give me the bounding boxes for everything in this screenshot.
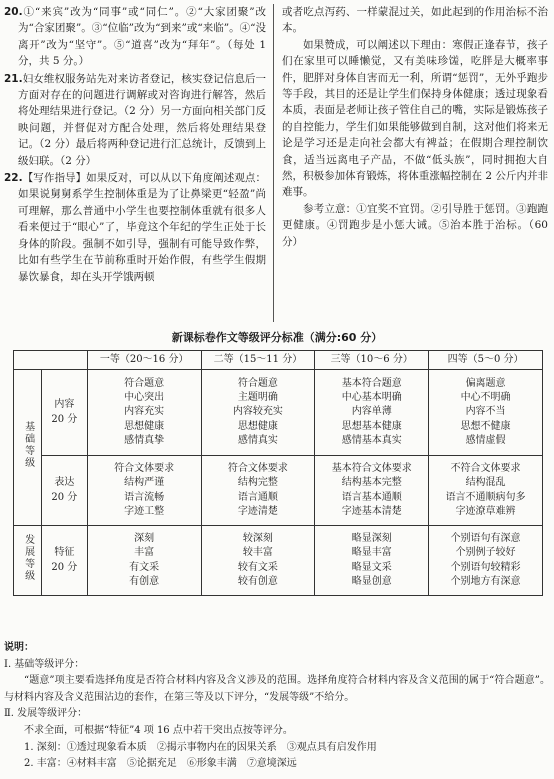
content-grade-2: [201, 370, 315, 456]
rubric-header-3: 三等（10～6 分）: [315, 351, 429, 370]
cell-line: 语言不通顺病句多: [445, 491, 526, 503]
notes-heading: 说明：: [4, 642, 34, 653]
cell-line: 内容较充实: [232, 406, 283, 418]
cell-line: 符合题意: [237, 377, 278, 389]
left-column: [4, 4, 266, 286]
cell-line: 有创意: [129, 575, 160, 587]
feature-grade-3: [315, 526, 429, 596]
cell-line: 略显深刻: [351, 532, 392, 544]
rubric-header-1: 一等（20～16 分）: [87, 351, 201, 370]
answer-20-number: 20.: [4, 6, 23, 18]
rubric-table: [13, 350, 543, 596]
cell-line: 略显丰富: [351, 547, 392, 559]
answer-22-text: 【写作指导】如果反对，可以从以下角度阐述观点：如果说舅舅系学生控制体重是为了让鼻梁更“轻盈”尚可理解，那么普通中小学生也要控制体重就有很多人看来便过于“眼心”了，毕竟这个年纪的学生正处于长身体的阶段。强制不如引导，强制有可能导致作弊，比如有些学生在节前称重时开始作假，有些学生假期暴饮暴食，却在头开学饿两顿: [18, 172, 266, 283]
rubric-header-4: 四等（5～0 分）: [429, 351, 543, 370]
cell-line: 结构基本完整: [341, 477, 402, 489]
rubric-row-content: [14, 370, 543, 456]
cell-line: 丰富: [134, 547, 155, 559]
notes-section-1-text: “题意”项主要看选择角度是否符合材料内容及含义涉及的范围。选择角度符合材料内容及含义范围的属于“符合题意”。与材料内容及含义范围沾边的套作，在第三等及以下评分，“发展等级”不给分。: [4, 675, 550, 703]
cell-line: 感情真实: [237, 434, 278, 446]
rubric-header-2: 二等（15～11 分）: [201, 351, 315, 370]
rubric-header-row: [14, 351, 543, 370]
cell-line: 内容充实: [124, 406, 165, 418]
cell-line: 略显创意: [351, 575, 392, 587]
cell-line: 较深刻: [242, 532, 273, 544]
cell-line: 语言基本通顺: [341, 491, 402, 503]
cell-line: 符合文体要求: [227, 462, 288, 474]
cell-line: 略显文采: [351, 561, 392, 573]
cell-line: 思想基本健康: [341, 420, 402, 432]
feature-grade-2: [201, 526, 315, 596]
rubric-group-basic-label: 基础等级: [22, 420, 34, 469]
cell-line: 较丰富: [242, 547, 273, 559]
cell-line: 中心不明确: [460, 392, 511, 404]
cell-line: 个别语句较精彩: [450, 561, 521, 573]
notes-item-1: 1. 深刻：①透过现象看本质 ②揭示事物内在的因果关系 ③观点具有启发作用: [24, 741, 377, 753]
expression-grade-3: [315, 456, 429, 526]
content-grade-3: [315, 370, 429, 456]
cell-line: 思想健康: [124, 420, 165, 432]
rubric-group-development-label: 发展等级: [22, 533, 34, 582]
criterion-feature-label: 特征: [54, 547, 75, 559]
cell-line: 基本符合题意: [341, 377, 402, 389]
answer-21-text: 妇女维权服务站先对来访者登记，核实登记信息后一方面对存在的问题进行调解或对咨询进行解答，然后将处理结果进行登记。（2 分）另一方面向相关部门反映问题，并督促对方配合处理，然后将处理结果登记。（2 分）最后将两种登记进行汇总统计，反馈到上级妇联。（2 分）: [18, 72, 266, 167]
cell-line: 个别语句有深意: [450, 532, 521, 544]
cell-line: 字迹清楚: [237, 505, 278, 517]
notes-section-2-title: Ⅱ. 发展等级评分：: [4, 708, 88, 720]
rubric-title: 新课标卷作文等级评分标准（满分:60 分）: [171, 331, 383, 344]
cell-line: 内容单薄: [351, 406, 392, 418]
content-grade-1: [87, 370, 201, 456]
criterion-expression-points: 20 分: [51, 491, 78, 503]
cell-line: 中心基本明确: [341, 392, 402, 404]
answer-22: [4, 170, 266, 285]
cell-line: 感情虚假: [465, 434, 506, 446]
cell-line: 较有创意: [237, 575, 278, 587]
cell-line: 有文采: [129, 561, 160, 573]
cell-line: 中心突出: [124, 392, 165, 404]
cell-line: 结构混乱: [465, 477, 506, 489]
content-grade-4: [429, 370, 543, 456]
cell-line: 主题明确: [237, 392, 278, 404]
cell-line: 个别例子较好: [455, 547, 516, 559]
cell-line: 思想健康: [237, 420, 278, 432]
rubric-group-basic: [14, 370, 42, 526]
criterion-feature-points: 20 分: [51, 561, 78, 573]
cell-line: 字迹基本清楚: [341, 505, 402, 517]
cell-line: 语言流畅: [124, 491, 165, 503]
cell-line: 字迹潦草难辨: [455, 505, 516, 517]
cell-line: 符合题意: [124, 377, 165, 389]
cell-line: 深刻: [134, 532, 155, 544]
cell-line: 字迹工整: [124, 505, 165, 517]
cell-line: 不符合文体要求: [450, 462, 521, 474]
rubric-corner: [14, 351, 88, 370]
cell-line: 内容不当: [465, 406, 506, 418]
expression-grade-1: [87, 456, 201, 526]
answer-20-text: ①“来宾”改为“同事”或“同仁”。②“大家团聚”改为“合家团聚”。③“位临”改为“到来”或“来临”。④“没离开”改为“坚守”。⑤“道喜”改为“拜年”。（每处 1 分，共 5 分。）: [18, 6, 266, 68]
cell-line: 较有文采: [237, 561, 278, 573]
rubric-criterion-feature: [41, 526, 87, 596]
criterion-expression-label: 表达: [54, 477, 75, 489]
cell-line: 语言通顺: [237, 491, 278, 503]
cell-line: 感情基本真实: [341, 434, 402, 446]
cell-line: 思想不健康: [460, 420, 511, 432]
answer-20: [4, 4, 266, 70]
rubric-criterion-expression: [41, 456, 87, 526]
rubric-group-development: [14, 526, 42, 596]
cell-line: 基本符合文体要求: [331, 462, 412, 474]
rubric-row-expression: [14, 456, 543, 526]
notes-item-2: 2. 丰富：④材料丰富 ⑤论据充足 ⑥形象丰满 ⑦意境深远: [24, 758, 297, 770]
cell-line: 结构严谨: [124, 477, 165, 489]
criterion-content-label: 内容: [54, 399, 75, 411]
notes-section-2-text: 不求全面，可根据“特征”4 项 16 点中若干突出点按等评分。: [24, 724, 293, 736]
right-paragraph-1: 或者吃点泻药、一样蒙混过关，如此起到的作用治标不治本。: [282, 6, 548, 35]
feature-grade-4: [429, 526, 543, 596]
answer-21-number: 21.: [4, 72, 23, 85]
rubric-row-feature: [14, 526, 543, 596]
cell-line: 偏离题意: [465, 377, 506, 389]
right-paragraph-2: 如果赞成，可以阐述以下理由：寒假正逢春节，孩子们在家里可以睡懒觉，又有美味珍馐，吃胖是大概率事件，肥胖对身体自害而无一利，所谓“惩罚”，无外乎跑步等手段，其目的还是让学生们保持身体健康；透过现象看本质，表面是老师让孩子管住自己的嘴，实际是锻炼孩子的自控能力，学生们如果能够做到自制，这对他们将来无论是学习还是走向社会都大有裨益；在假期合理控制饮食，适当远离电子产品，不做“低头族”，同时拥抱大自然，积极参加体育锻炼，将体重涨幅控制在 2 公斤内并非难事。: [282, 38, 548, 199]
criterion-content-points: 20 分: [51, 413, 78, 425]
cell-line: 符合文体要求: [114, 462, 175, 474]
answer-21: [4, 71, 266, 169]
right-column: [282, 4, 548, 250]
rubric-criterion-content: [41, 370, 87, 456]
expression-grade-2: [201, 456, 315, 526]
cell-line: 感情真挚: [124, 434, 165, 446]
notes-section-1-title: Ⅰ. 基础等级评分：: [4, 658, 85, 670]
cell-line: 结构完整: [237, 477, 278, 489]
column-divider: [273, 4, 274, 322]
feature-grade-1: [87, 526, 201, 596]
expression-grade-4: [429, 456, 543, 526]
answer-22-number: 22.: [4, 172, 23, 185]
rubric-notes: [4, 640, 550, 773]
right-paragraph-3: 参考立意：①宜奖不宜罚。②引导胜于惩罚。③跑跑更健康。④罚跑步是小惩大诫。⑤治本胜于治标。（60 分）: [282, 202, 548, 248]
cell-line: 个别地方有深意: [450, 575, 521, 587]
